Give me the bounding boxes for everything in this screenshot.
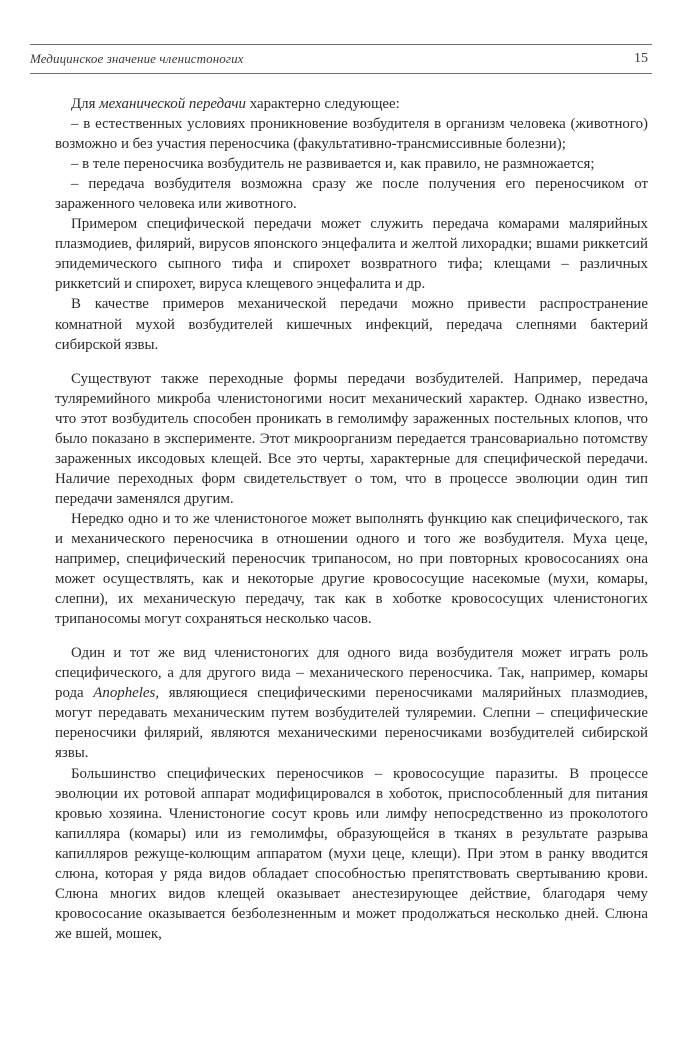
- paragraph-specific-examples: Примером специфической передачи может служить передача комарами малярийных плазмодиев, филярий, вирусов японского энцефалита и желтой лихорадки; вшами риккетсий эпидемического сыпного тифа и спирохет возвратного тифа; клещами – различных риккетсий и спирохет, вируса клещевого энцефалита и др.: [55, 216, 648, 293]
- paragraph-mechanical-examples: В качестве примеров механической передачи можно привести распространение комнатной мухой возбудителей кишечных инфекций, передача слепнями бактерий сибирской язвы.: [55, 296, 648, 353]
- italic-genus: Anopheles,: [93, 685, 160, 702]
- text-run: являющиеся специфическими переносчиками малярийных плазмодиев, могут передавать механическим путем возбудителей туляремии. Слепни – специфические переносчики филярий, являются механическими переносчиками возбудителей сибирской язвы.: [55, 685, 648, 762]
- paragraph-transitional-forms: Существуют также переходные формы передачи возбудителей. Например, передача туляремийного микроба членистоногими носит механический характер. Однако известно, что этот возбудитель способен проникать в гемолимфу зараженных постельных клопов, что было показано в эксперименте. Этот микроорганизм передается трансовариально потомству зараженных иксодовых клещей. Все это черты, характерные для специфической передачи. Наличие переходных форм свидетельствует о том, что в процессе эволюции один тип передачи заменялся другим.: [55, 370, 648, 507]
- text-run: Один и тот же вид членистоногих для одного вида возбудителя может играть роль специфического, а для другого вида – механического переносчика. Так, например, комары рода: [55, 645, 648, 702]
- body-text: [55, 94, 648, 944]
- paragraph-species-roles: [55, 643, 648, 763]
- running-title: Медицинское значение членистоногих: [30, 51, 244, 66]
- paragraph-bloodsucking-vectors: Большинство специфических переносчиков – кровососущие паразиты. В процессе эволюции их ротовой аппарат модифицировался в хоботок, приспособленный для питания кровью хозяина. Членистоногие сосут кровь или лимфу непосредственно из проколотого капилляра (комары) или из гемолимфы, образующейся в тканях в результате разрыва капилляров режуще-колющим аппаратом (мухи цеце, клещи). При этом в ранку вводится слюна, которая у ряда видов обладает способностью препятствовать свертыванию крови. Слюна многих видов клещей оказывает анестезирующее действие, благодаря чему кровососание оказывается безболезненным и может продолжаться несколько дней. Слюна же вшей, мошек,: [55, 765, 648, 942]
- running-head: [30, 44, 652, 74]
- list-item-immediate-transmission: – передача возбудителя возможна сразу же после получения его переносчиком от зараженного человека или животного.: [55, 176, 648, 213]
- page-number: 15: [634, 51, 648, 66]
- italic-term: механической передачи: [99, 96, 246, 112]
- list-item-no-development: – в теле переносчика возбудитель не развивается и, как правило, не размножается;: [71, 156, 595, 173]
- text-run: характерно следующее:: [245, 96, 400, 112]
- list-item-facultative: – в естественных условиях проникновение возбудителя в организм человека (животного) возможно и без участия переносчика (факультативно-трансмиссивные болезни);: [55, 116, 648, 153]
- paragraph-dual-role: Нередко одно и то же членистоногое может выполнять функцию как специфического, так и механического переносчика в отношении одного и того же возбудителя. Муха цеце, например, специфический переносчик трипаносом, но при повторных кровососаниях она может осуществлять, как и некоторые другие кровососущие насекомые (мухи, комары, слепни), их механическую передачу, так как в хоботке кровососущих членистоногих трипаносомы могут сохраняться несколько часов.: [55, 510, 648, 628]
- paragraph-mechanical-transmission-intro: [55, 94, 648, 114]
- text-run: Для: [71, 96, 100, 112]
